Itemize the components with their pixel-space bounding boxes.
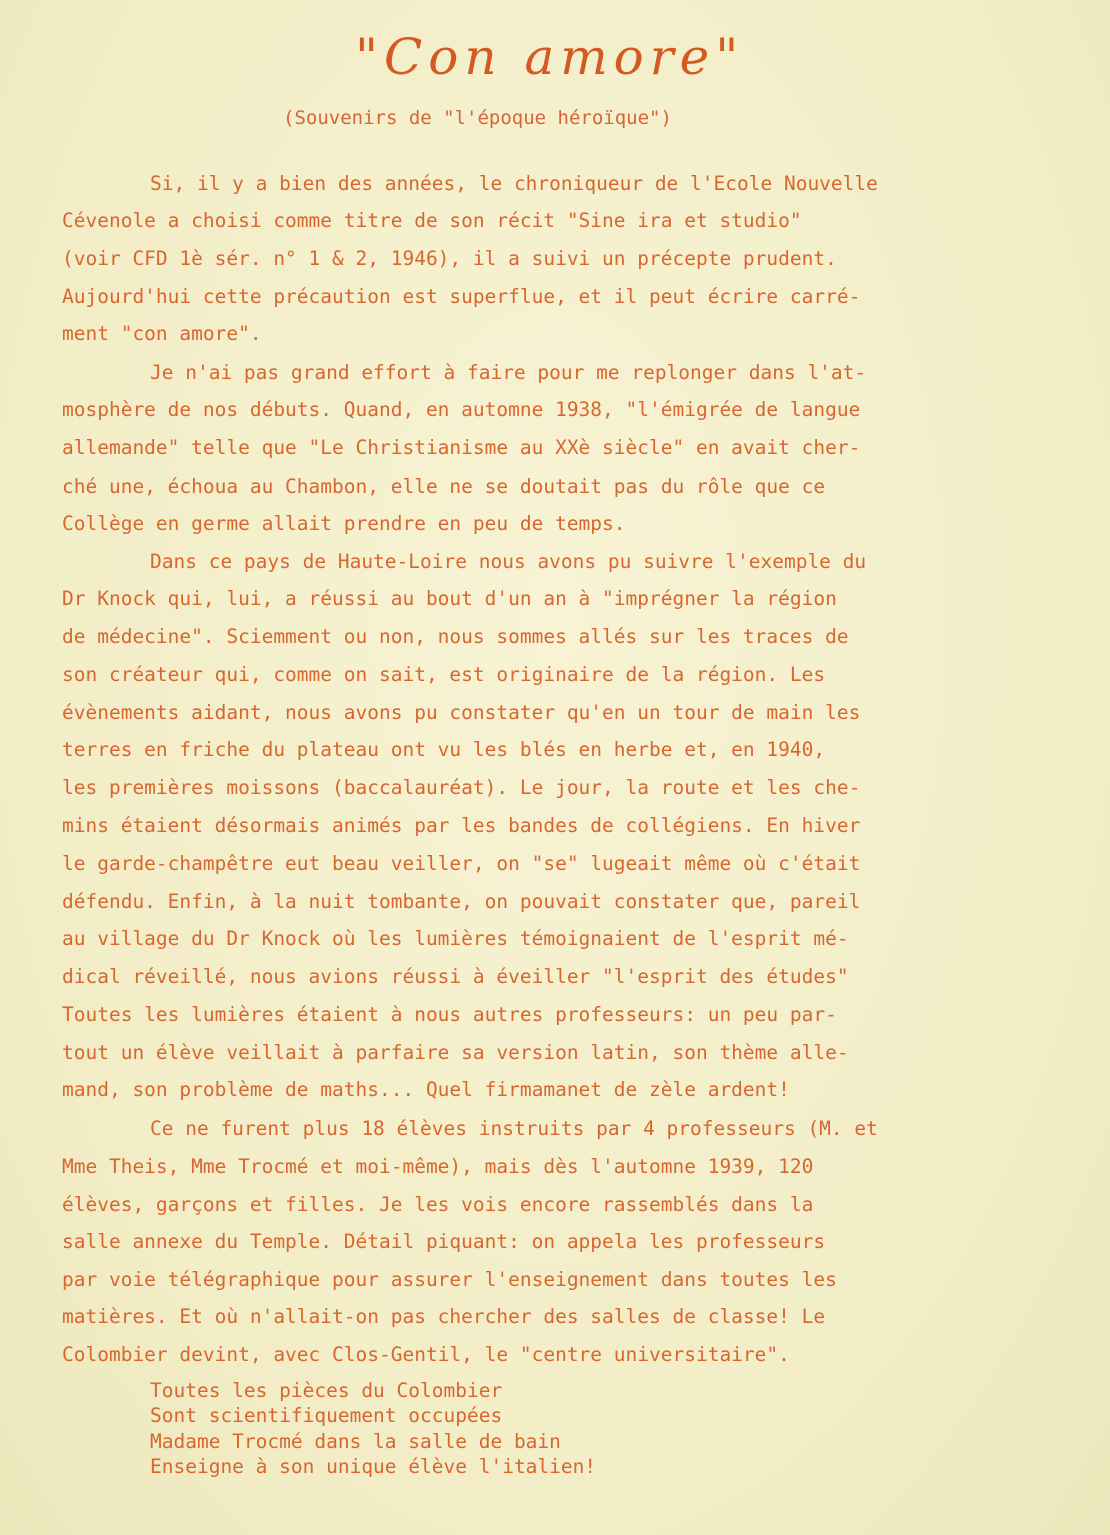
text-line: Toutes les lumières étaient à nous autres professeurs: un peu par- — [62, 1003, 837, 1026]
text-line: élèves, garçons et filles. Je les vois encore rassemblés dans la — [62, 1193, 814, 1216]
text-line: le garde-champêtre eut beau veiller, on "se" lugeait même où c'était — [62, 852, 861, 875]
verse-line: Toutes les pièces du Colombier — [150, 1379, 503, 1402]
text-line: mins étaient désormais animés par les bandes de collégiens. En hiver — [62, 814, 861, 837]
text-line: évènements aidant, nous avons pu constater qu'en un tour de main les — [62, 701, 861, 724]
text-line: de médecine". Sciemment ou non, nous sommes allés sur les traces de — [62, 625, 849, 648]
page-title: "Con amore" — [355, 28, 745, 86]
text-line: Mme Theis, Mme Trocmé et moi-même), mais dès l'automne 1939, 120 — [62, 1155, 814, 1178]
verse-line: Madame Trocmé dans la salle de bain — [150, 1430, 561, 1453]
text-line: Dr Knock qui, lui, a réussi au bout d'un an à "imprégner la région — [62, 587, 837, 610]
text-line: Aujourd'hui cette précaution est superflue, et il peut écrire carré- — [62, 285, 861, 308]
text-line: par voie télégraphique pour assurer l'enseignement dans toutes les — [62, 1268, 837, 1291]
text-line: Ce ne furent plus 18 élèves instruits par 4 professeurs (M. et — [150, 1117, 878, 1140]
text-line: mosphère de nos débuts. Quand, en automne 1938, "l'émigrée de langue — [62, 398, 861, 421]
text-line: Collège en germe allait prendre en peu de temps. — [62, 512, 626, 535]
text-line: Cévenole a choisi comme titre de son récit "Sine ira et studio" — [62, 209, 802, 232]
text-line: dical réveillé, nous avions réussi à éveiller "l'esprit des études" — [62, 965, 849, 988]
verse-line: Enseigne à son unique élève l'italien! — [150, 1455, 597, 1478]
text-line: salle annexe du Temple. Détail piquant: on appela les professeurs — [62, 1230, 826, 1253]
text-line: ment "con amore". — [62, 322, 262, 345]
text-line: défendu. Enfin, à la nuit tombante, on pouvait constater que, pareil — [62, 890, 861, 913]
text-line: matières. Et où n'allait-on pas chercher des salles de classe! Le — [62, 1305, 826, 1328]
text-line: son créateur qui, comme on sait, est originaire de la région. Les — [62, 663, 826, 686]
text-line: Si, il y a bien des années, le chroniqueur de l'Ecole Nouvelle — [150, 172, 878, 195]
text-line: ché une, échoua au Chambon, elle ne se doutait pas du rôle que ce — [62, 475, 826, 498]
text-line: allemande" telle que "Le Christianisme au XXè siècle" en avait cher- — [62, 436, 861, 459]
text-line: mand, son problème de maths... Quel firmamanet de zèle ardent! — [62, 1078, 790, 1101]
text-line: les premières moissons (baccalauréat). Le jour, la route et les che- — [62, 776, 861, 799]
text-line: Dans ce pays de Haute-Loire nous avons pu suivre l'exemple du — [150, 550, 867, 573]
text-line: Je n'ai pas grand effort à faire pour me replonger dans l'at- — [150, 361, 867, 384]
text-line: tout un élève veillait à parfaire sa version latin, son thème alle- — [62, 1041, 849, 1064]
text-line: (voir CFD 1è sér. n° 1 & 2, 1946), il a suivi un précepte prudent. — [62, 247, 837, 270]
text-line: au village du Dr Knock où les lumières témoignaient de l'esprit mé- — [62, 927, 849, 950]
text-line: terres en friche du plateau ont vu les blés en herbe et, en 1940, — [62, 738, 826, 761]
text-line: Colombier devint, avec Clos-Gentil, le "centre universitaire". — [62, 1343, 790, 1366]
page-subtitle: (Souvenirs de "l'époque héroïque") — [283, 107, 672, 129]
verse-line: Sont scientifiquement occupées — [150, 1404, 503, 1427]
